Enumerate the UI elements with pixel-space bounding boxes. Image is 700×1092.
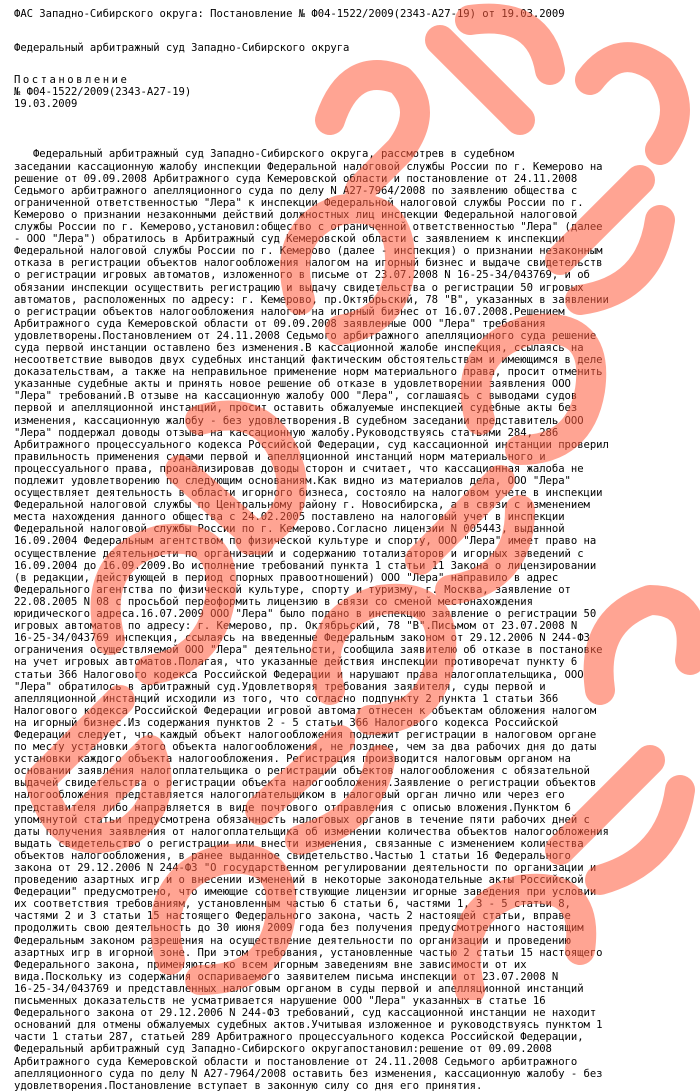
- body-line: места нахождения данного общества с 24.02.2005 поставлено на налоговый учет в инспекции: [14, 511, 565, 524]
- body-line: по месту установки этого объекта налогообложения, не позднее, чем за два рабочих дня до даты: [14, 741, 597, 754]
- document-header-title: ФАС Западно-Сибирского округа: Постановление № Ф04-1522/2009(2343-А27-19) от 19.03.2009: [14, 8, 565, 20]
- body-line: Седьмого арбитражного апелляционного суда по делу N А27-7964/2008 по заявлению общества с: [14, 184, 578, 197]
- body-line: 22.08.2005 N 08 с просьбой переоформить лицензию в связи со сменой местонахождения: [14, 595, 533, 608]
- body-line: упомянутой статьи предусмотрена обязанность налоговых органов в течение пяти рабочих дней с: [14, 813, 590, 826]
- body-line: автоматов, расположенных по адресу: г. Кемерово, пр.Октябрьский, 78 "В", указанных в заявлении: [14, 293, 609, 306]
- body-line: Федеральный арбитражный суд Западно-Сибирского округа, рассмотрев в судебном: [14, 148, 514, 161]
- body-line: осуществление деятельности по организации и содержанию тотализаторов и игорных заведений с: [14, 547, 584, 560]
- body-line: установки каждого объекта налогообложения. Регистрация производится налоговым органом на: [14, 753, 571, 766]
- body-line: - ООО "Лера") обратилось в Арбитражный суд Кемеровской области с заявлением к инспекции: [14, 233, 565, 246]
- body-line: доказательствам, а также на неправильное применение норм материального права, просит отменить: [14, 366, 603, 379]
- body-line: объектов налогообложения, в ранее выданное свидетельство.Частью 1 статьи 16 Федерального: [14, 849, 571, 862]
- body-line: закона от 29.12.2006 N 244-ФЗ "О государственном регулировании деятельности по организации и: [14, 862, 597, 874]
- body-line: Федерального закона, применяются ко всем игорным заведениям вне зависимости от их: [14, 958, 527, 971]
- body-line: статьи 366 Налогового кодекса Российской Федерации и нарушают права налогоплательщика, ООО: [14, 668, 584, 681]
- body-line: суда первой инстанции оставлено без изменения.В кассационной жалобе инспекция, ссылаясь на: [14, 341, 584, 354]
- body-line: ограниченной ответственностью "Лера" к инспекции Федеральной налоговой службы России по г.: [14, 196, 584, 209]
- body-line: вида.Поскольку из содержания оспариваемого заявителем письма инспекции от 23.07.2008 N: [14, 970, 559, 983]
- body-line: Арбитражного суда Кемеровской области и постановление от 24.11.2008 Седьмого арбитражного: [14, 1055, 578, 1068]
- body-line: Кемерово о признании незаконными действий должностных лиц инспекции Федеральной налоговой: [14, 208, 578, 221]
- body-line: "Лера" требований.В отзыве на кассационную жалобу ООО "Лера", соглашаясь с выводами судов: [14, 390, 578, 403]
- court-name: Федеральный арбитражный суд Западно-Сибирского округа: [14, 42, 350, 55]
- document-page: [14, 8, 690, 1092]
- body-line: частями 2 и 3 статьи 15 настоящего Федерального закона, часть 2 настоящей статьи, вправе: [14, 910, 571, 923]
- body-line: юридического адреса.16.07.2009 ООО "Лера" было подано в инспекцию заявление о регистрации 50: [14, 608, 597, 621]
- body-line: Федерального агентства по физической культуре, спорту и туризму, г. Москва, заявление от: [14, 583, 571, 596]
- body-line: продолжить свою деятельность до 30 июня 2009 года без получения предусмотренного настоящим: [14, 922, 584, 935]
- document-number: № Ф04-1522/2009(2343-А27-19): [14, 86, 192, 99]
- body-line: службы России по г. Кемерово,установил:общество с ограниченной ответственностью "Лера" (далее: [14, 221, 603, 234]
- body-line: несоответствие выводов двух судебных инстанций фактическим обстоятельствам и имеющимся в деле: [14, 354, 603, 367]
- body-line: удовлетворены.Постановлением от 24.11.2008 Седьмого арбитражного апелляционного суда решение: [14, 329, 597, 342]
- body-line: Федеральным законом разрешения на осуществление деятельности по организации и проведению: [14, 934, 571, 947]
- body-line: правильность применения судами первой и апелляционной инстанций норм материального и: [14, 450, 546, 463]
- body-line: проведению азартных игр и о внесении изменений в некоторые законодательные акты Российской: [14, 874, 584, 887]
- body-line: даты получения заявления от налогоплательщика об изменении количества объектов налогообложения: [14, 825, 609, 838]
- body-line: обязании инспекции осуществить регистрацию и выдачу свидетельства о регистрации 50 игровых: [14, 281, 584, 294]
- body-line: 16.09.2004 до 16.09.2009.Во исполнение требований пункта 1 статьи 11 Закона о лицензировании: [14, 559, 597, 572]
- body-line: о регистрации объектов налогообложения налогом на игорный бизнес от 16.07.2008.Решением: [14, 305, 565, 318]
- body-line: представителя либо направляется в виде почтового отправления с описью вложения.Пунктом 6: [14, 801, 571, 814]
- document-date: 19.03.2009: [14, 98, 78, 111]
- body-line: 16-25-34/043769 и представленных налоговым органом в суды первой и апелляционной инстанций: [14, 982, 584, 995]
- body-line: Арбитражного процессуального кодекса Российской Федерации, суд кассационной инстанции проверил: [14, 438, 609, 451]
- body-line: на учет игровых автоматов.Полагая, что указанные действия инспекции противоречат пункту 6: [14, 656, 578, 669]
- body-line: апелляционной инстанций исходили из того, что согласно подпункту 2 пункта 1 статьи 366: [14, 692, 559, 705]
- body-line: их соответствия требованиям, установленным частью 6 статьи 6, частями 1, 3 - 5 статьи 8,: [14, 898, 571, 911]
- body-line: азартных игр в игорной зоне. При этом требования, установленные частью 2 статьи 15 настоящего: [14, 946, 603, 959]
- document-body: [14, 148, 690, 1091]
- body-line: о регистрации игровых автоматов, изложенного в письме от 23.07.2008 N 16-25-34/043769, и об: [14, 269, 590, 282]
- body-line: на игорный бизнес.Из содержания пунктов 2 - 5 статьи 366 Налогового кодекса Российской: [14, 716, 559, 729]
- body-line: оснований для отмены обжалуемых судебных актов.Учитывая изложенное и руководствуясь пунктом 1: [14, 1019, 603, 1032]
- body-line: "Лера" поддержал доводы отзыва на кассационную жалобу.Руководствуясь статьями 284, 286: [14, 426, 559, 439]
- body-line: "Лера" обратилось в арбитражный суд.Удовлетворяя требования заявителя, суды первой и: [14, 680, 546, 693]
- document-title: Постановление: [14, 74, 130, 87]
- body-line: первой и апелляционной инстанций, просит оставить обжалуемые инспекцией судебные акты без: [14, 402, 578, 415]
- body-line: Федеральный арбитражный суд Западно-Сибирского округапостановил:решение от 09.09.2008: [14, 1043, 552, 1056]
- body-line: письменных доказательств не усматривается нарушение ООО "Лера" указанных в статье 16: [14, 995, 546, 1008]
- body-line: Федеральной налоговой службы России по г. Кемерово.Согласно лицензии N 005443, выданной: [14, 523, 565, 536]
- body-line: Арбитражного суда Кемеровской области от 09.09.2008 заявленные ООО "Лера" требования: [14, 317, 546, 330]
- body-line: апелляционного суда по делу N А27-7964/2008 оставить без изменения, кассационную жалобу - без: [14, 1067, 603, 1080]
- body-line: Федерации следует, что каждый объект налогообложения подлежит регистрации в налоговом органе: [14, 728, 597, 741]
- body-line: Федерации" предусмотрено, что имеющие соответствующие лицензии игорные заведения при условии: [14, 886, 597, 899]
- body-line: осуществляет деятельность в области игорного бизнеса, состояло на налоговом учете в инспекции: [14, 487, 603, 500]
- body-line: налогообложения представляется налогоплательщиком в налоговый орган лично или через его: [14, 789, 565, 802]
- body-line: процессуального права, проанализировав доводы сторон и считает, что кассационная жалоба не: [14, 462, 584, 475]
- body-line: 16-25-34/043769 инспекция, ссылаясь на введенные Федеральным законом от 29.12.2006 N 244-ФЗ: [14, 632, 590, 645]
- body-line: заседании кассационную жалобу инспекции Федеральной налоговой службы России по г. Кемерово на: [14, 160, 603, 173]
- body-line: игровых автоматов по адресу: г. Кемерово, пр. Октябрьский, 78 "В".Письмом от 23.07.2008 N: [14, 620, 578, 633]
- body-line: Федерального закона от 29.12.2006 N 244-ФЗ требований, суд кассационной инстанции не находит: [14, 1007, 597, 1020]
- body-line: основании заявления налогоплательщика о регистрации объектов налогообложения с обязательной: [14, 765, 590, 778]
- body-line: решение от 09.09.2008 Арбитражного суда Кемеровской области и постановление от 24.11.2008: [14, 172, 578, 185]
- body-line: выдать свидетельство о регистрации или внести изменения, связанные с изменением количества: [14, 837, 584, 850]
- body-line: Федеральной налоговой службы по Центральному району г. Новосибирска, а в связи с изменением: [14, 499, 590, 512]
- body-line: подлежит удовлетворению по следующим основаниям.Как видно из материалов дела, ООО "Лера": [14, 475, 571, 487]
- body-line: ограничения осуществляемой ООО "Лера" деятельности, сообщила заявителю об отказе в постановке: [14, 644, 603, 657]
- body-line: указанные судебные акты и принять новое решение об отказе в удовлетворении заявления ООО: [14, 378, 571, 391]
- body-line: 16.09.2004 Федеральным агентством по физической культуре и спорту, ООО "Лера" имеет право на: [14, 535, 597, 548]
- body-line: выдачей свидетельства о регистрации объекта налогообложения.Заявление о регистрации объектов: [14, 777, 597, 790]
- body-line: Налогового кодекса Российской Федерации игровой автомат отнесен к объектам обложения налогом: [14, 704, 597, 717]
- body-line: изменения, кассационную жалобу - без удовлетворения.В судебном заседании представитель ООО: [14, 414, 584, 427]
- body-line: отказа в регистрации объектов налогообложения налогом на игорный бизнес и выдаче свидетельств: [14, 257, 603, 270]
- body-line: удовлетворения.Постановление вступает в законную силу со дня его принятия.: [14, 1079, 483, 1092]
- body-line: части 1 статьи 287, статьей 289 Арбитражного процессуального кодекса Российской Федерации,: [14, 1031, 584, 1044]
- body-line: Федеральной налоговой службы России по г. Кемерово (далее - инспекция) о признании незаконным: [14, 245, 603, 258]
- body-line: (в редакции, действующей в период спорных правоотношений) ООО "Лера" направило в адрес: [14, 571, 559, 584]
